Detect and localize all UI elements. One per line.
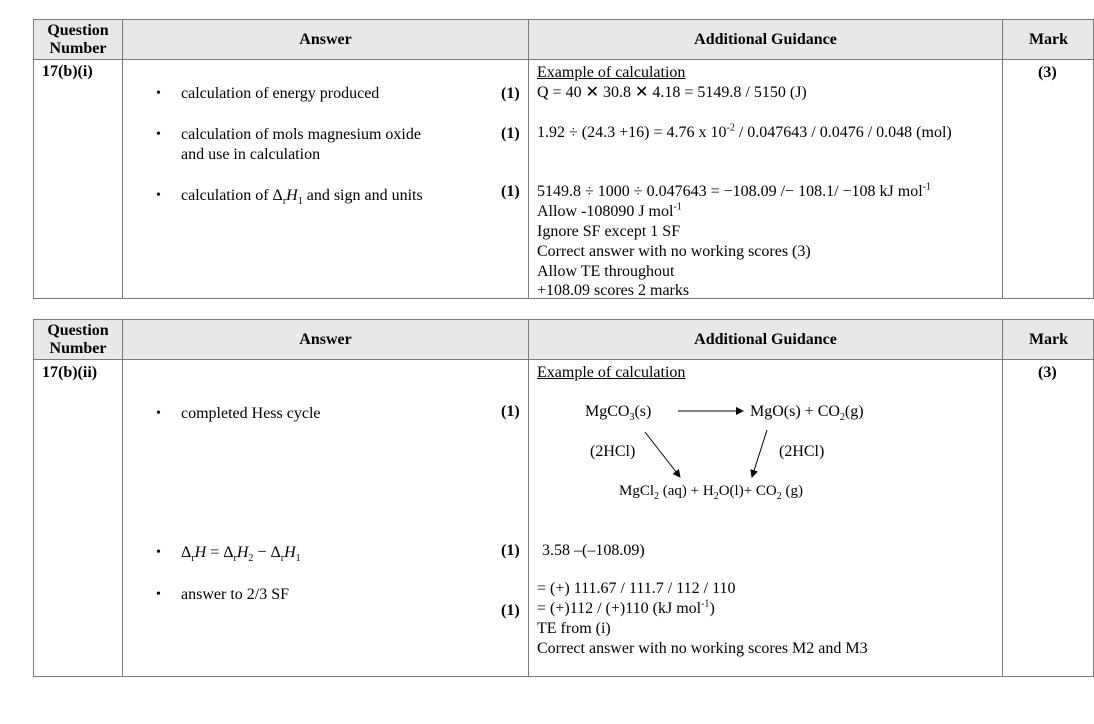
guidance-line: = (+)112 / (+)110 (kJ mol$^{-1}$)	[537, 598, 715, 617]
guidance-line: = (+) 111.67 / 111.7 / 112 / 110	[537, 580, 736, 597]
hess-left-label: (2HCl)	[590, 443, 636, 460]
guidance-line: +108.09 scores 2 marks	[537, 282, 690, 299]
total-mark: (3)	[1038, 64, 1057, 81]
example-heading: Example of calculation	[537, 364, 686, 381]
bullet-icon: •	[156, 406, 161, 421]
guidance-line: TE from (i)	[537, 620, 611, 637]
header-mark: Mark	[1028, 30, 1069, 48]
bullet-icon: •	[156, 188, 161, 203]
hess-cycle-arrows	[529, 395, 929, 485]
answer-point: completed Hess cycle	[181, 405, 321, 422]
guidance-line: 5149.8 ÷ 1000 ÷ 0.047643 = −108.09 /− 108.1/ −108 kJ mol$^{-1}$	[537, 181, 932, 200]
answer-point: calculation of mols magnesium oxide	[181, 126, 421, 143]
guidance-line: Allow TE throughout	[537, 263, 675, 280]
arrow-down-left	[752, 430, 767, 477]
answer-point: calculation of $\Delta_rH_1$ and sign and units	[181, 187, 423, 208]
guidance-line: Correct answer with no working scores (3)	[537, 243, 811, 260]
header-answer: Answer	[299, 330, 352, 348]
answer-equation: $\Delta_rH = \Delta_rH_2 - \Delta_rH_1$	[181, 544, 301, 565]
bullet-icon: •	[156, 127, 161, 142]
hess-bottom: MgCl$_2$ $(aq) + H_2O(l)+ CO_2$ (g)	[619, 483, 804, 502]
guidance-line: Allow -108090 J mol$^{-1}$	[537, 201, 682, 220]
header-question-number: Question Number	[47, 321, 109, 357]
answer-point: calculation of energy produced	[181, 85, 380, 102]
guidance-line: Q = 40 ✕ 30.8 ✕ 4.18 = 5149.8 / 5150 (J)	[537, 84, 807, 101]
example-heading: Example of calculation	[537, 64, 686, 81]
mark-scheme-table-1	[33, 19, 1094, 299]
header-additional-guidance: Additional Guidance	[694, 330, 837, 348]
header-additional-guidance: Additional Guidance	[694, 30, 837, 48]
bullet-icon: •	[156, 545, 161, 560]
arrow-down-right	[645, 432, 680, 477]
hess-reactant: MgCO$_3$(s)	[585, 403, 652, 424]
answer-point-continued: and use in calculation	[181, 146, 321, 163]
guidance-line: 3.58 –(–108.09)	[542, 542, 645, 559]
point-mark: (1)	[501, 125, 520, 142]
total-mark: (3)	[1038, 364, 1057, 381]
point-mark: (1)	[501, 403, 520, 420]
header-answer: Answer	[299, 30, 352, 48]
point-mark: (1)	[501, 542, 520, 559]
question-number: 17(b)(ii)	[42, 364, 98, 381]
hess-right-label: (2HCl)	[779, 443, 825, 460]
answer-point: answer to 2/3 SF	[181, 586, 289, 603]
mark-scheme-table-2	[33, 319, 1094, 677]
point-mark: (1)	[501, 602, 520, 619]
point-mark: (1)	[501, 85, 520, 102]
point-mark: (1)	[501, 183, 520, 200]
question-number: 17(b)(i)	[42, 63, 93, 80]
bullet-icon: •	[156, 587, 161, 602]
guidance-line: Correct answer with no working scores M2 and M3	[537, 640, 868, 657]
hess-products: $MgO(s) + CO_2(g)$	[750, 403, 864, 424]
header-question-number: Question Number	[47, 21, 109, 57]
bullet-icon: •	[156, 86, 161, 101]
guidance-line: Ignore SF except 1 SF	[537, 223, 681, 240]
header-mark: Mark	[1028, 330, 1069, 348]
guidance-line: 1.92 ÷ (24.3 +16) = 4.76 x $10^{-2} / 0.047643 / 0.0476 / 0.048$ (mol)	[537, 122, 952, 141]
